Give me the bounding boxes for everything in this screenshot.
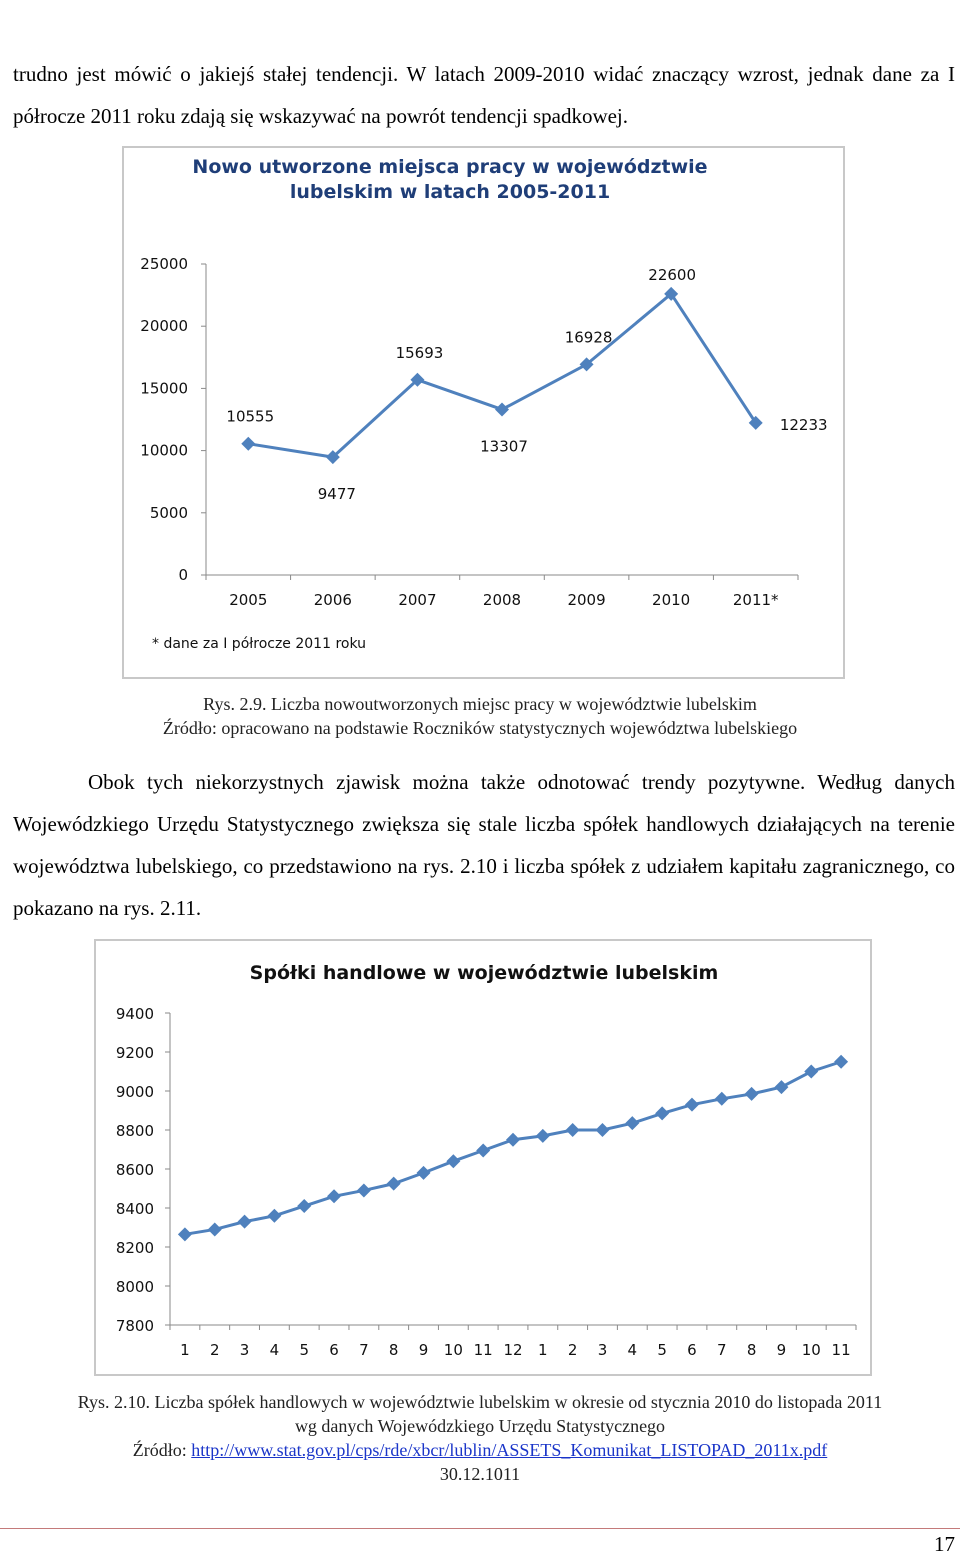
data-point <box>417 1166 431 1180</box>
y-tick-label: 8000 <box>115 1278 154 1296</box>
data-point <box>506 1133 520 1147</box>
page-number: 17 <box>934 1532 955 1556</box>
y-tick-label: 7800 <box>115 1317 154 1335</box>
data-point <box>208 1222 222 1236</box>
x-tick-label: 9 <box>418 1341 429 1359</box>
x-tick-label: 11 <box>473 1341 493 1359</box>
y-tick-label: 15000 <box>140 379 188 398</box>
data-point <box>566 1123 580 1137</box>
data-label: 10555 <box>226 407 275 426</box>
chart-new-jobs <box>122 146 845 679</box>
chart-companies-svg <box>96 941 870 1374</box>
data-label: 12233 <box>779 415 828 434</box>
x-tick-label: 1 <box>180 1341 190 1359</box>
footer-divider <box>0 1528 960 1529</box>
y-tick-label: 8800 <box>115 1122 154 1140</box>
x-tick-label: 11 <box>831 1341 851 1359</box>
source-prefix: Źródło: <box>132 1440 192 1460</box>
figure2-link-line <box>0 1438 960 1462</box>
data-point <box>595 1123 609 1137</box>
y-tick-label: 5000 <box>149 503 188 522</box>
data-point <box>495 402 509 416</box>
y-tick-label: 10000 <box>140 441 188 460</box>
data-point <box>387 1177 401 1191</box>
x-tick-label: 10 <box>443 1341 463 1359</box>
data-point <box>241 437 255 451</box>
x-tick-label: 2009 <box>567 591 606 609</box>
data-point <box>178 1227 192 1241</box>
data-point <box>685 1098 699 1112</box>
x-tick-label: 2008 <box>482 591 522 609</box>
x-tick-label: 10 <box>801 1341 821 1359</box>
chart-title: lubelskim w latach 2005-2011 <box>289 181 611 203</box>
figure1-caption: Rys. 2.9. Liczba nowoutworzonych miejsc pracy w województwie lubelskim <box>203 694 757 714</box>
x-tick-label: 2006 <box>313 591 352 609</box>
y-tick-label: 9200 <box>115 1044 154 1062</box>
data-point <box>476 1143 490 1157</box>
x-tick-label: 2005 <box>229 591 268 609</box>
figure2-caption-source: wg danych Wojewódzkiego Urzędu Statystycznego <box>294 1416 666 1436</box>
x-tick-label: 8 <box>388 1341 399 1359</box>
y-tick-label: 25000 <box>140 255 188 273</box>
chart-title: Nowo utworzone miejsca pracy w województwie <box>192 156 708 178</box>
figure1-source: Źródło: opracowano na podstawie Roczników statystycznych województwa lubelskiego <box>162 718 798 738</box>
y-tick-label: 8200 <box>115 1239 154 1257</box>
chart-new-jobs-svg <box>124 148 843 677</box>
x-tick-label: 2 <box>567 1341 578 1359</box>
data-point <box>804 1065 818 1079</box>
x-tick-label: 7 <box>717 1341 727 1359</box>
figure2-caption: Rys. 2.10. Liczba spółek handlowych w województwie lubelskim w okresie od stycznia 2010 do listopada 2011 <box>77 1392 883 1412</box>
data-point <box>745 1087 759 1101</box>
chart-note: * dane za I półrocze 2011 roku <box>152 636 367 652</box>
x-tick-label: 2007 <box>398 591 437 609</box>
data-point <box>267 1209 281 1223</box>
data-point <box>357 1183 371 1197</box>
series-line <box>185 1062 841 1235</box>
paragraph-intro: trudno jest mówić o jakiejś stałej tendencji. W latach 2009-2010 widać znaczący wzrost, jednak dane za I półrocze 2011 roku zdają się wskazywać na powrót tendencji spadkowej. <box>13 62 955 128</box>
x-tick-label: 6 <box>687 1341 697 1359</box>
data-point <box>715 1092 729 1106</box>
paragraph-companies <box>13 761 955 929</box>
data-label: 15693 <box>395 343 444 362</box>
data-point <box>625 1116 639 1130</box>
x-tick-label: 2011* <box>732 591 779 609</box>
x-tick-label: 6 <box>329 1341 339 1359</box>
data-label: 22600 <box>648 265 697 284</box>
x-tick-label: 2 <box>209 1341 220 1359</box>
series-line <box>248 294 755 457</box>
x-tick-label: 5 <box>657 1341 667 1359</box>
data-point <box>536 1129 550 1143</box>
data-label: 13307 <box>480 437 528 456</box>
x-tick-label: 3 <box>239 1341 250 1359</box>
data-point <box>655 1106 669 1120</box>
x-tick-label: 12 <box>503 1341 523 1359</box>
y-tick-label: 0 <box>178 566 188 584</box>
x-tick-label: 1 <box>538 1341 548 1359</box>
x-tick-label: 9 <box>776 1341 787 1359</box>
x-tick-label: 4 <box>269 1341 280 1359</box>
data-point <box>238 1215 252 1229</box>
y-tick-label: 9400 <box>115 1005 154 1023</box>
y-tick-label: 20000 <box>140 317 188 336</box>
x-tick-label: 5 <box>299 1341 309 1359</box>
chart-companies <box>94 939 872 1376</box>
x-tick-label: 2010 <box>652 591 691 609</box>
data-point <box>446 1154 460 1168</box>
data-point <box>774 1080 788 1094</box>
y-tick-label: 8600 <box>115 1161 154 1179</box>
data-point <box>834 1055 848 1069</box>
data-label: 16928 <box>564 328 613 347</box>
paragraph-companies-text: Obok tych niekorzystnych zjawisk można także odnotować trendy pozytywne. Według danych Wojewódzkiego Urzędu Statystycznego zwiększa się stale liczba spółek handlowych działających na terenie województwa lubelskiego, co przedstawiono na rys. 2.10 i liczba spółek z udziałem kapitału zagranicznego, co pokazano na rys. 2.11. <box>13 770 955 920</box>
data-label: 9477 <box>317 485 356 504</box>
data-point <box>327 1189 341 1203</box>
source-link[interactable]: http://www.stat.gov.pl/cps/rde/xbcr/lublin/ASSETS_Komunikat_LISTOPAD_2011x.pdf <box>191 1440 828 1460</box>
x-tick-label: 7 <box>359 1341 369 1359</box>
x-tick-label: 4 <box>627 1341 638 1359</box>
chart-title: Spółki handlowe w województwie lubelskim <box>249 962 719 984</box>
x-tick-label: 8 <box>746 1341 757 1359</box>
x-tick-label: 3 <box>597 1341 608 1359</box>
figure2-date: 30.12.1011 <box>439 1464 521 1484</box>
y-tick-label: 9000 <box>115 1083 154 1101</box>
data-point <box>297 1199 311 1213</box>
y-tick-label: 8400 <box>115 1200 154 1218</box>
